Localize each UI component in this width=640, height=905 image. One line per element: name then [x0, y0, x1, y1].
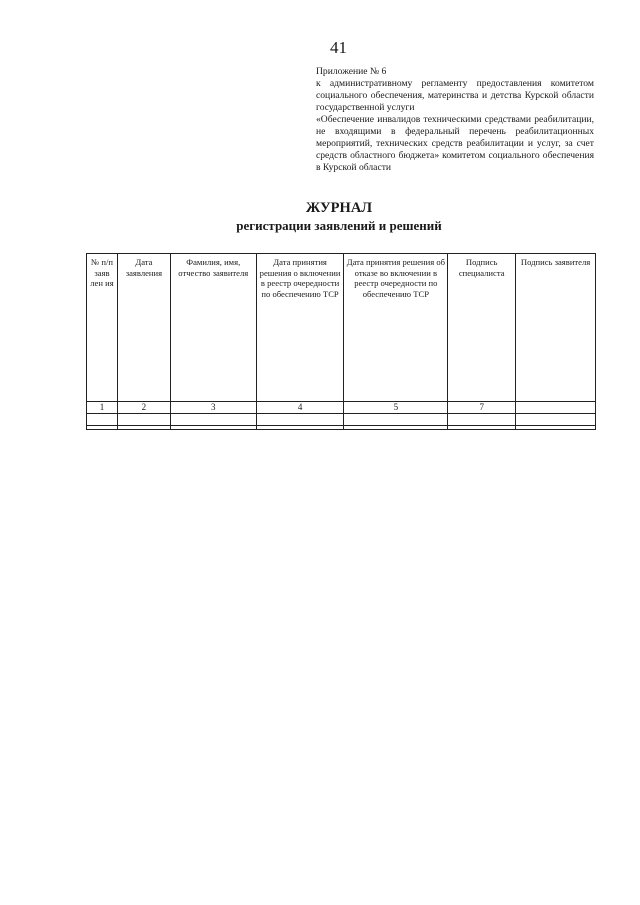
appendix-label: Приложение № 6: [316, 66, 387, 77]
empty-cell: [448, 414, 516, 426]
empty-cell: [256, 414, 344, 426]
column-number: 5: [344, 402, 448, 414]
document-title: ЖУРНАЛ: [305, 200, 373, 216]
column-number: 4: [256, 402, 344, 414]
header-cell-refusal-date: Дата принятия решения об отказе во включении в реестр очередности по обеспечению ТСР: [344, 254, 448, 402]
header-cell-applicant-signature: Подпись заявителя: [516, 254, 596, 402]
header-cell-specialist-signature: Подпись специалиста: [448, 254, 516, 402]
empty-cell: [256, 426, 344, 430]
document-title-block: [0, 200, 640, 234]
empty-cell: [87, 426, 118, 430]
appendix-regulation-text: к административному регламенту предоставления комитетом социального обеспечения, материнства и детства Курской области государственной услуги: [316, 78, 594, 113]
empty-cell: [448, 426, 516, 430]
appendix-service-text: «Обеспечение инвалидов техническими средствами реабилитации, не входящими в федеральный перечень реабилитационных мероприятий, технических средств реабилитации и услуг, за счет средств областного бюджета» комитетом социального обеспечения в Курской области: [316, 114, 594, 173]
empty-cell: [170, 426, 256, 430]
column-number: 1: [87, 402, 118, 414]
empty-cell: [516, 414, 596, 426]
header-cell-date: Дата заявления: [117, 254, 170, 402]
column-number: 2: [117, 402, 170, 414]
header-cell-number: № п/п заяв лен ия: [87, 254, 118, 402]
registration-table: [86, 253, 596, 430]
table-row: [87, 426, 596, 430]
empty-cell: [87, 414, 118, 426]
empty-cell: [516, 426, 596, 430]
empty-cell: [170, 414, 256, 426]
page-number: 41: [330, 38, 347, 57]
empty-cell: [117, 414, 170, 426]
document-subtitle: регистрации заявлений и решений: [236, 218, 442, 233]
header-cell-name: Фамилия, имя, отчество заявителя: [170, 254, 256, 402]
column-number: [516, 402, 596, 414]
table-row: [87, 414, 596, 426]
column-number: 7: [448, 402, 516, 414]
appendix-header: [316, 66, 594, 174]
empty-cell: [344, 426, 448, 430]
empty-cell: [117, 426, 170, 430]
table-header-row: [87, 254, 596, 402]
empty-cell: [344, 414, 448, 426]
header-cell-inclusion-date: Дата принятия решения о включении в реестр очередности по обеспечению ТСР: [256, 254, 344, 402]
column-number: 3: [170, 402, 256, 414]
table-column-numbers-row: [87, 402, 596, 414]
